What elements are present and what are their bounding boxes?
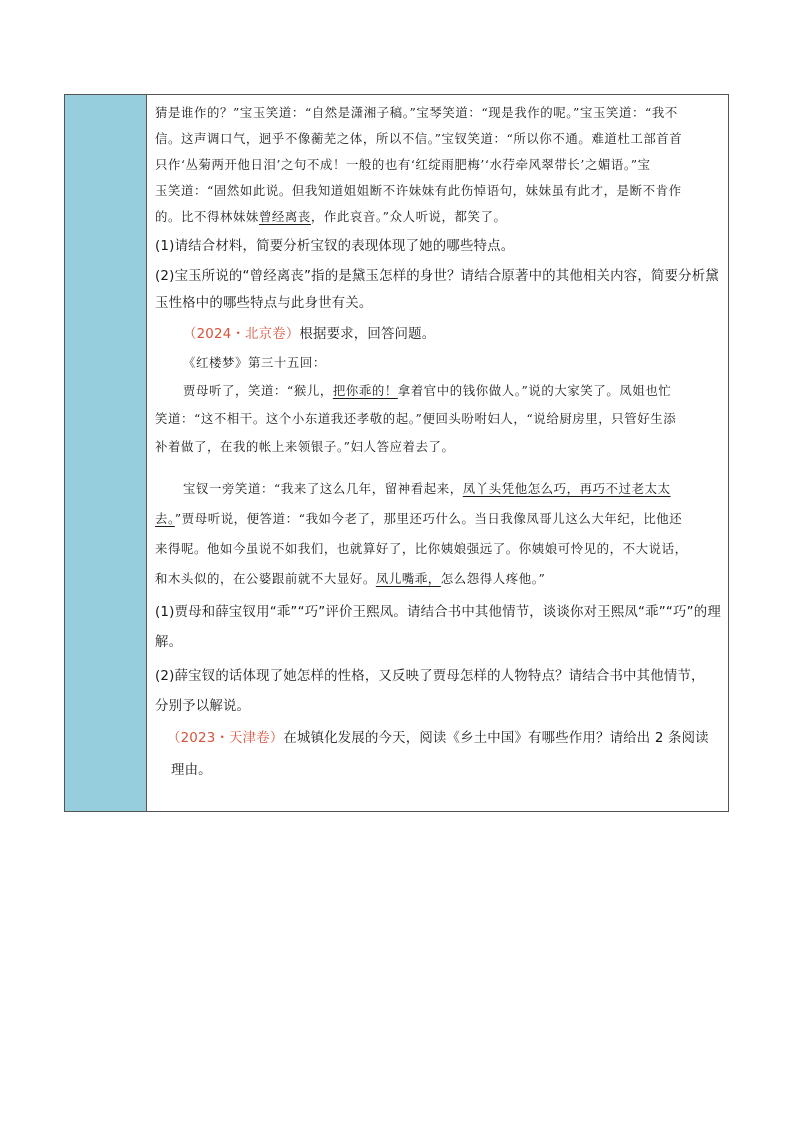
source-tag: （2024・北京卷） bbox=[183, 327, 300, 342]
passage-line: 玉笑道：“固然如此说。但我知道姐姐断不许妹妹有此伤悼语句，妹妹虽有此才，是断不肯作 bbox=[155, 183, 682, 198]
content-cell bbox=[147, 95, 728, 811]
underlined-phrase: 去。 bbox=[155, 511, 175, 526]
underlined-phrase: 曾经离丧 bbox=[258, 209, 311, 224]
question-table bbox=[64, 94, 729, 812]
underlined-phrase: 凤儿嘴乖， bbox=[375, 571, 441, 586]
chapter-title: 《红楼梦》第三十五回： bbox=[183, 355, 326, 370]
passage-line: 补着做了，在我的帐上来领银子。”妇人答应着去了。 bbox=[155, 439, 455, 454]
question-3: （2023・天津卷）在城镇化发展的今天，阅读《乡土中国》有哪些作用？请给出 2 条阅读 bbox=[167, 731, 709, 746]
passage-line: 信。这声调口气，迥乎不像蘅芜之体，所以不信。”宝钗笑道：“所以你不通。难道杜工部首首 bbox=[155, 131, 683, 146]
passage-line: 的。比不得林妹妹曾经离丧，作此哀音。”众人听说，都笑了。 bbox=[155, 209, 507, 224]
question-1-part-1: (1)请结合材料，简要分析宝钗的表现体现了她的哪些特点。 bbox=[155, 239, 515, 254]
question-2-header: （2024・北京卷）根据要求，回答问题。 bbox=[183, 327, 436, 342]
question-3-cont: 理由。 bbox=[171, 763, 212, 778]
passage-line: 贾母听了，笑道：“猴儿，把你乖的！拿着官中的钱你做人。”说的大家笑了。凤姐也忙 bbox=[183, 383, 672, 398]
underlined-phrase: 凤丫头凭他怎么巧，再巧不过老太太 bbox=[462, 481, 671, 496]
question-2-part-1-cont: 解。 bbox=[155, 635, 183, 650]
question-2-part-2-cont: 分别予以解说。 bbox=[155, 699, 251, 714]
passage-line: 来得呢。他如今虽说不如我们，也就算好了，比你姨娘强远了。你姨娘可怜见的，不大说话， bbox=[155, 541, 688, 556]
passage-line: 去。”贾母听说，便答道：“我如今老了，那里还巧什么。当日我像凤哥儿这么大年纪，比他还 bbox=[155, 511, 683, 526]
passage-line: 笑道：“这不相干。这个小东道我还孝敬的起。”便回头吩咐妇人，“说给厨房里，只管好生添 bbox=[155, 411, 677, 426]
question-2-part-1: (1)贾母和薛宝钗用“乖”“巧”评价王熙凤。请结合书中其他情节，谈谈你对王熙凤“乖”“巧”的理 bbox=[155, 605, 721, 620]
passage-line: 只作‘丛菊两开他日泪’之句不成！一般的也有‘红绽雨肥梅’‘水荇牵风翠带长’之媚语。”宝 bbox=[155, 157, 651, 172]
question-2-part-2: (2)薛宝钗的话体现了她怎样的性格，又反映了贾母怎样的人物特点？请结合书中其他情节， bbox=[155, 669, 705, 684]
question-1-part-2: (2)宝玉所说的“曾经离丧”指的是黛玉怎样的身世？请结合原著中的其他相关内容，简要分析黛 bbox=[155, 269, 719, 284]
question-1-part-2-cont: 玉性格中的哪些特点与此身世有关。 bbox=[155, 296, 373, 311]
passage-line: 和木头似的，在公婆跟前就不大显好。凤儿嘴乖，怎么怨得人疼他。” bbox=[155, 571, 546, 586]
passage-line: 猜是谁作的？”宝玉笑道：“自然是潇湘子稿。”宝琴笑道：“现是我作的呢。”宝玉笑道：“我不 bbox=[155, 105, 678, 120]
passage-line: 宝钗一旁笑道：“我来了这么几年，留神看起来，凤丫头凭他怎么巧，再巧不过老太太 bbox=[183, 481, 671, 496]
sidebar-color-band bbox=[65, 95, 147, 811]
underlined-phrase: 把你乖的！ bbox=[332, 383, 398, 398]
source-tag: （2023・天津卷） bbox=[167, 731, 284, 746]
